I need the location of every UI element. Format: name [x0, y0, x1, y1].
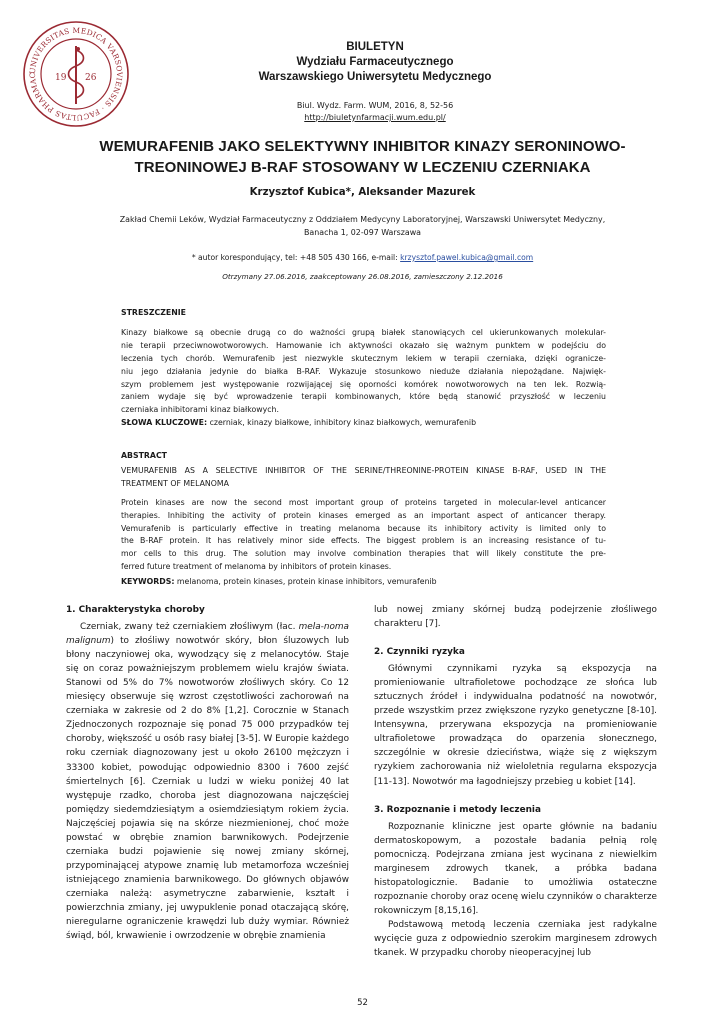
- citation-block: [180, 100, 570, 124]
- abstract-title-line: TREATMENT OF MELANOMA: [121, 478, 229, 488]
- streszczenie-line: szym problemem jest występowanie rozwijającej się oporności komórek nowotworowych na ten lek. Rozwią-: [121, 379, 606, 389]
- university-seal-logo: [22, 20, 130, 128]
- keywords-label: SŁOWA KLUCZOWE:: [121, 418, 208, 428]
- title-line-2: TREONINOWEJ B-RAF STOSOWANY W LECZENIU CZERNIAKA: [134, 159, 591, 176]
- section-3-paragraph: Podstawową metodą leczenia czerniaka jest radykalne wycięcie guza z odpowiednio szerokim marginesem zdrowych tkanek. W przypadku choroby nieoperacyjnej lub: [374, 919, 657, 959]
- abstract-section: [121, 450, 606, 589]
- journal-university: Warszawskiego Uniwersytetu Medycznego: [258, 71, 492, 83]
- body-right-column: [374, 603, 657, 960]
- abstract-line: therapies. Inhibiting the activity of protein kinases emerged as an important aspect of anticancer therapy.: [121, 510, 606, 520]
- keywords-label: KEYWORDS:: [121, 577, 175, 587]
- section-1-continued: lub nowej zmiany skórnej budzą podejrzenie złośliwego charakteru [7].: [374, 605, 657, 630]
- latin-term: mela-noma malignum: [66, 622, 349, 647]
- english-keywords: [121, 576, 606, 589]
- abstract-line: the B-RAF protein. It has relatively minor side effects. The biggest problem is an increasing resistance of tu-: [121, 536, 606, 546]
- affiliation: [60, 213, 665, 239]
- streszczenie-heading: STRESZCZENIE: [121, 308, 186, 317]
- email-link[interactable]: krzysztof.pawel.kubica@gmail.com: [400, 253, 534, 262]
- abstract-title-line: VEMURAFENIB AS A SELECTIVE INHIBITOR OF THE SERINE/THREONINE-PROTEIN KINASE B-RAF, USED IN THE: [121, 465, 606, 475]
- abstract-last-line: ferred future treatment of melanoma by inhibitors of protein kinases.: [121, 562, 392, 572]
- section-2-heading: 2. Czynniki ryzyka: [374, 647, 465, 658]
- section-1-heading: 1. Charakterystyka choroby: [66, 605, 205, 615]
- abstract-line: Protein kinases are now the second most important group of proteins targeted in molecular-level anticancer: [121, 497, 606, 507]
- svg-text:UNIVERSITAS MEDICA VARSOVIENSI: UNIVERSITAS MEDICA VARSOVIENSIS · FACULTAS PHARMAC: [27, 25, 125, 123]
- streszczenie-line: niu jego działania jedynie do białka B-RAF. Wykazuje stosunkowo nieduże działania niepożądane. Najwięk-: [121, 366, 606, 376]
- streszczenie-section: [121, 307, 606, 430]
- streszczenie-line: leczenia tych chorób. Wemurafenib jest niezwykle skutecznym lekiem w terapii czerniaka, dzięki ogranicze-: [121, 353, 606, 363]
- journal-name: BIULETYN: [346, 41, 404, 53]
- affiliation-line-1: Zakład Chemii Leków, Wydział Farmaceutyczny z Oddziałem Medycyny Laboratoryjnej, Warszawski Uniwersytet Medyczny,: [119, 215, 606, 224]
- abstract-line: mor cells to this drug. The solution may involve combination therapies that will likely constitute the pre-: [121, 549, 606, 559]
- paragraph-text: ) to złośliwy nowotwór skóry, błon śluzowych lub błony naczyniowej oka, wywodzący się z melanocytów. Staje się on coraz poważniejszym problemem wielu krajów świata. Stanowi od 5% do 7% nowotworów złośliwych skóry. Co 12 miesięcy obserwuje się wzrost częstotliwości zachorowań na czerniaka w zakresie od 2 do 8% [1,2]. Corocznie w Stanach Zjednoczonych rozpoznaje się ponad 75 000 przypadków tej choroby, większość u osób rasy białej [3-5]. W Europie każdego roku czerniak diagnozowany jest u około 26100 mężczyzn i 33300 kobiet, powodując odpowiednio 8300 i 7600 zejść śmiertelnych [6]. Czerniak u ludzi w wieku poniżej 40 lat występuje rzadko, choroba jest diagnozowana najczęściej pomiędzy siedemdziesiątym a osiemdziesiątym rokiem życia. Najczęściej pojawia się na skórze niezmienionej, choć może powstać w obrębie znamion barwnikowych. Podejrzenie czerniaka budzi pojawienie się nowej zmiany skórnej, przypominającej atypowe znamię lub metamorfoza wcześniej istniejącego znamienia barwnikowego. Do głównych objawów czerniaka należą: asymetryczne zabarwienie, kształt i powierzchnia zmiany, jej uwypuklenie ponad otaczającą skórę, nieregularne ograniczenie krawędzi lub duży wymiar. Również świąd, ból, krwawienie i owrzodzenie w obrębie znamienia: [66, 636, 349, 942]
- streszczenie-line: nie terapii przeciwnowotworowych. Hamowanie ich aktywności okazało się ważnym punktem w podejściu do: [121, 340, 606, 350]
- section-3-heading: 3. Rozpoznanie i metody leczenia: [374, 804, 541, 815]
- paragraph-text: Czerniak, zwany też czerniakiem złośliwym (łac.: [80, 622, 299, 633]
- section-1-paragraph: [66, 620, 349, 943]
- correspondence-text: * autor korespondujący, tel: +48 505 430 166, e-mail:: [191, 253, 401, 262]
- journal-faculty: Wydziału Farmaceutycznego: [296, 56, 454, 68]
- streszczenie-line: zaniem wydaje się być wprowadzenie terapii kombinowanych, które będą stanowić przyszłość w leczeniu: [121, 392, 606, 402]
- polish-keywords: [121, 417, 606, 430]
- keywords-text: czerniak, kinazy białkowe, inhibitory kinaz białkowych, wemurafenib: [207, 418, 477, 428]
- title-line-1: WEMURAFENIB JAKO SELEKTYWNY INHIBITOR KINAZY SERONINOWO-: [99, 138, 626, 155]
- article-title: [60, 136, 665, 178]
- abstract-heading: ABSTRACT: [121, 451, 167, 460]
- keywords-text: melanoma, protein kinases, protein kinase inhibitors, vemurafenib: [174, 577, 437, 587]
- page-number: 52: [357, 998, 368, 1008]
- streszczenie-line: Kinazy białkowe są obecnie drugą co do ważności grupą białek stanowiących cel ukierunkowanych molekular-: [121, 327, 606, 337]
- correspondence: [60, 253, 665, 262]
- citation: Biul. Wydz. Farm. WUM, 2016, 8, 52-56: [296, 101, 454, 110]
- svg-text:26: 26: [85, 73, 97, 83]
- journal-url-link[interactable]: http://biuletynfarmacji.wum.edu.pl/: [304, 113, 446, 122]
- abstract-line: Vemurafenib is particularly effective in treating melanoma because its inhibitory activity is limited only to: [121, 523, 606, 533]
- article-dates: Otrzymany 27.06.2016, zaakceptowany 26.08.2016, zamieszczony 2.12.2016: [222, 272, 503, 281]
- section-2-paragraph: Głównymi czynnikami ryzyka są ekspozycja na promieniowanie ultrafioletowe pochodzące ze słońca lub sztucznych źródeł i indywidualna podatność na nowotwór, przede wszystkim przez zwiększone ryzyko genetyczne [8-10]. Intensywna, przerywana ekspozycja na promieniowanie ultrafioletowe prowadząca do oparzenia słonecznego, szczególnie w okresie dzieciństwa, wiąże się z większym ryzykiem zachorowania niż wieloletnia regularna ekspozycja [11-13]. Nowotwór ma łagodniejszy przebieg u kobiet [14].: [374, 664, 657, 787]
- journal-header: [180, 40, 570, 85]
- svg-text:19: 19: [55, 73, 67, 83]
- affiliation-line-2: Banacha 1, 02-097 Warszawa: [303, 228, 421, 237]
- body-left-column: [66, 603, 349, 943]
- section-3-paragraph: Rozpoznanie kliniczne jest oparte głównie na badaniu dermatoskopowym, a pozostałe badania pełnią rolę pomocniczą. Podejrzana zmiana jest wycinana z niewielkim marginesem zdrowych tkanek, a próbka badana histopatologicznie. Badanie to umożliwia ostateczne rozpoznanie choroby oraz ocenę wielu czynników o charakterze rokowniczym [8,15,16].: [374, 821, 657, 916]
- authors: Krzysztof Kubica*, Aleksander Mazurek: [249, 187, 476, 198]
- streszczenie-last-line: czerniaka inhibitorami kinaz białkowych.: [121, 405, 279, 415]
